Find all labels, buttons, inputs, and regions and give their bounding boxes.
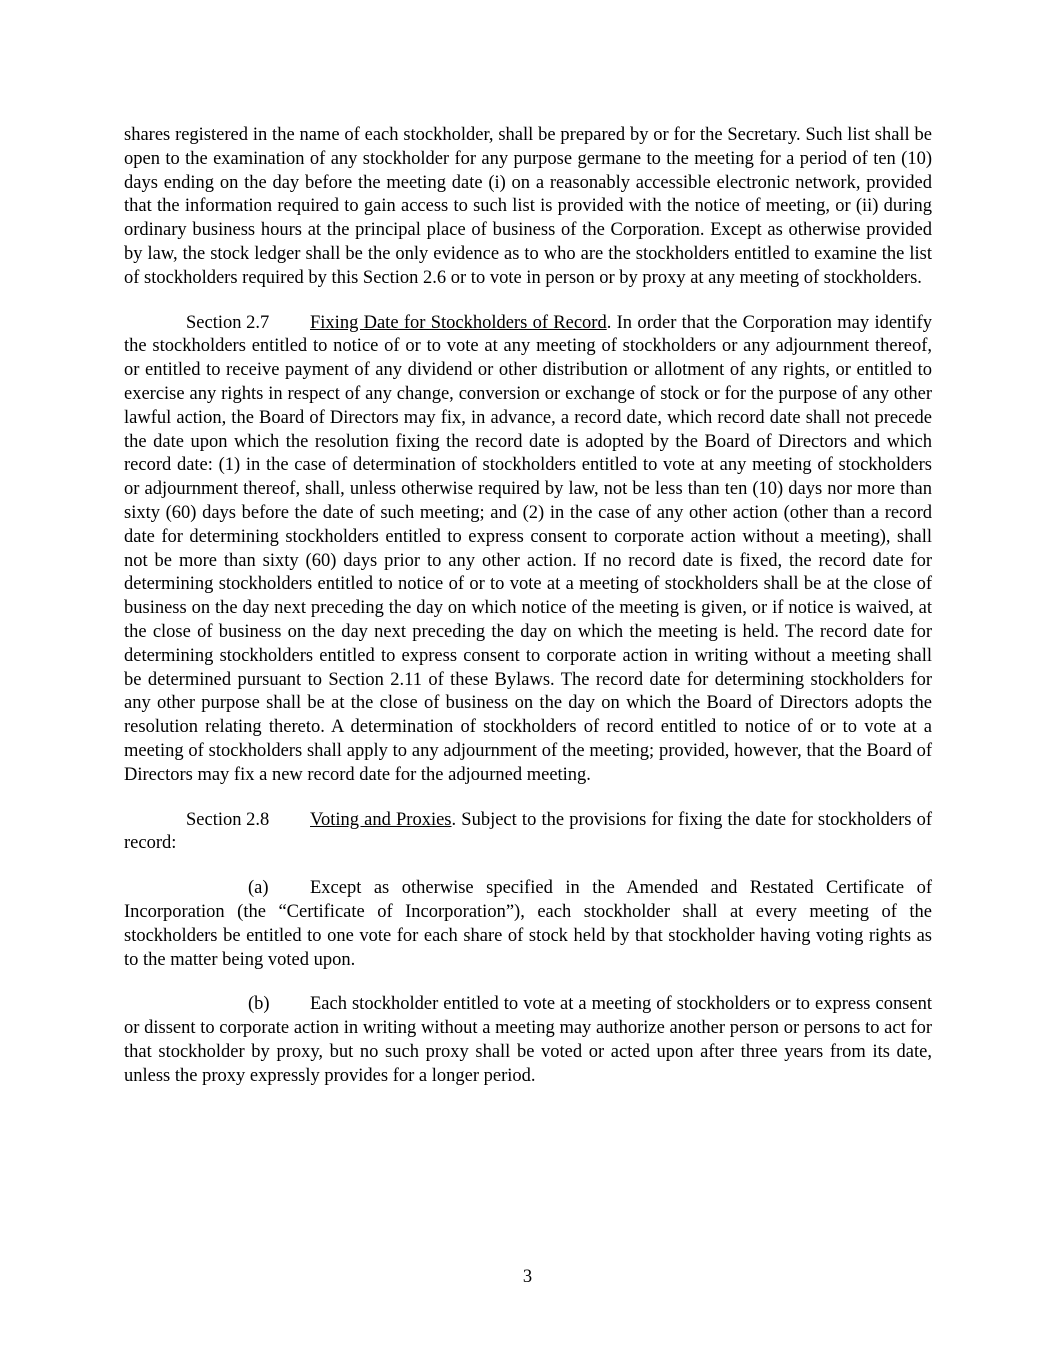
item-b-text: Each stockholder entitled to vote at a meeting of stockholders or to express consent or dissent to corporate action in writing without a meeting may authorize another person or persons to act for that stockholder by proxy, but no such proxy shall be voted or acted upon after three years from its date, unless the proxy expressly provides for a longer period. [124, 994, 932, 1086]
section-2-8-item-a [124, 877, 932, 972]
section-2-8-item-b [124, 993, 932, 1088]
document-page [124, 124, 932, 1109]
section-2-7-number: Section 2.7 [186, 312, 270, 333]
section-2-7-body: . In order that the Corporation may identify the stockholders entitled to notice of or to vote at any meeting of stockholders or any adjournment thereof, or entitled to receive payment of any dividend or other distribution or allotment of any rights, or entitled to exercise any rights in respect of any change, conversion or exchange of stock or for the purpose of any other lawful action, the Board of Directors may fix, in advance, a record date, which record date shall not precede the date upon which the resolution fixing the record date is adopted by the Board of Directors and which record date: (1) in the case of determination of stockholders entitled to vote at any meeting of stockholders or adjournment thereof, shall, unless otherwise required by law, not be less than ten (10) days nor more than sixty (60) days before the date of such meeting; and (2) in the case of any other action (other than a record date for determining stockholders entitled to express consent to corporate action without a meeting), shall not be more than sixty (60) days prior to any other action. If no record date is fixed, the record date for determining stockholders entitled to notice of or to vote at a meeting of stockholders shall be at the close of business on the day next preceding the day on which notice of the meeting is given, or if notice is waived, at the close of business on the day next preceding the day on which the meeting is held. The record date for determining stockholders entitled to express consent to corporate action in writing without a meeting shall be determined pursuant to Section 2.11 of these Bylaws. The record date for determining stockholders for any other purpose shall be at the close of business on the day on which the Board of Directors adopts the resolution relating thereto. A determination of stockholders of record entitled to notice of or to vote at a meeting of stockholders shall apply to any adjournment of the meeting; provided, however, that the Board of Directors may fix a new record date for the adjourned meeting. [124, 312, 932, 785]
item-a-marker: (a) [248, 878, 269, 899]
section-2-8-number: Section 2.8 [186, 809, 270, 830]
section-2-7-paragraph [124, 312, 932, 788]
item-b-marker: (b) [248, 994, 270, 1015]
item-a-text: Except as otherwise specified in the Amended and Restated Certificate of Incorporation (the “Certificate of Incorporation”), each stockholder shall at every meeting of the stockholders be entitled to one vote for each share of stock held by that stockholder having voting rights as to the matter being voted upon. [124, 878, 932, 970]
page-number: 3 [522, 1267, 533, 1287]
intro-paragraph: shares registered in the name of each stockholder, shall be prepared by or for the Secretary. Such list shall be open to the examination of any stockholder for any purpose germane to the meeting for a period of ten (10) days ending on the day before the meeting date (i) on a reasonably accessible electronic network, provided that the information required to gain access to such list is provided with the notice of meeting, or (ii) during ordinary business hours at the principal place of business of the Corporation. Except as otherwise provided by law, the stock ledger shall be the only evidence as to who are the stockholders entitled to examine the list of stockholders required by this Section 2.6 or to vote in person or by proxy at any meeting of stockholders. [124, 125, 932, 288]
section-2-7-heading: Fixing Date for Stockholders of Record [310, 312, 607, 333]
section-2-8-body: . Subject to the provisions for fixing the date for stockholders of record: [124, 809, 932, 854]
section-2-8-heading: Voting and Proxies [310, 809, 452, 830]
section-2-8-paragraph [124, 809, 932, 857]
